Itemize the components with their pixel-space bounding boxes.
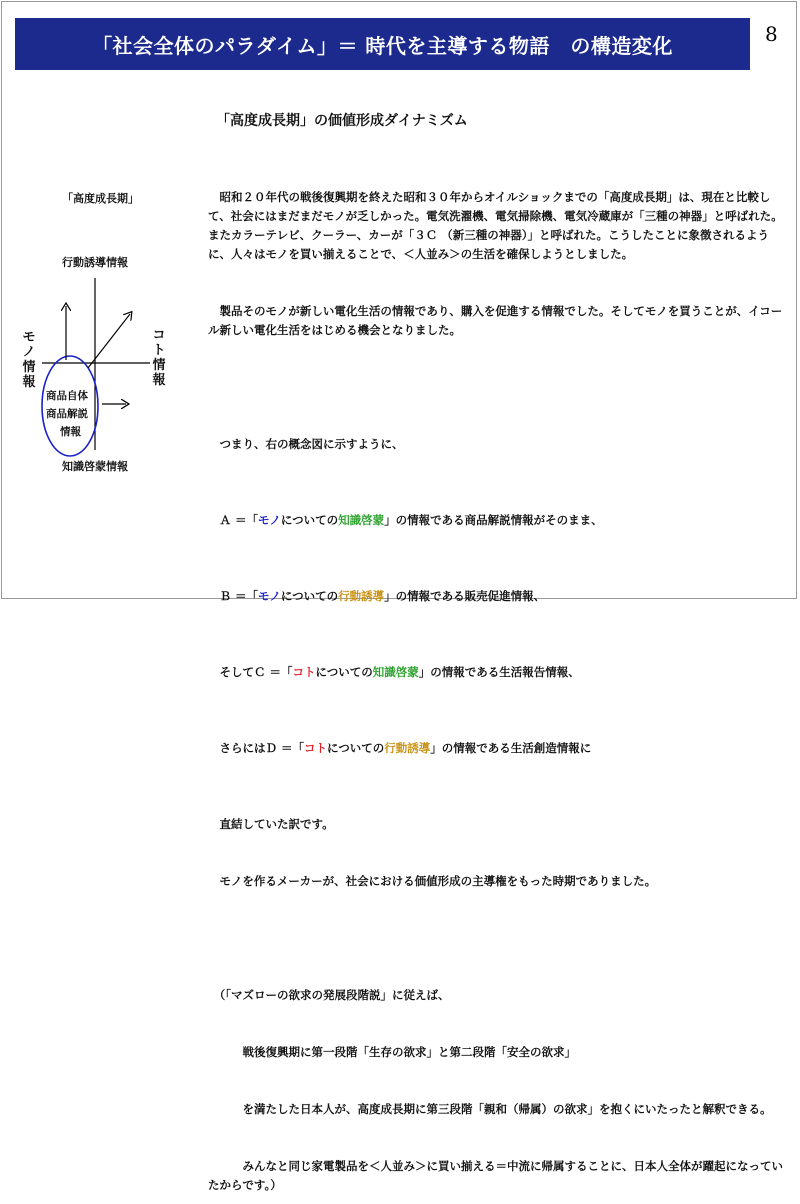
line-d-keyword-1: コト bbox=[304, 741, 328, 755]
line-b-keyword-1: モノ bbox=[258, 589, 281, 603]
line-a-pre: Ａ ＝「 bbox=[208, 513, 259, 527]
ellipse-line-3: 情報 bbox=[60, 426, 81, 438]
concept-diagram bbox=[0, 0, 200, 602]
arrow-diagonal bbox=[88, 314, 130, 368]
line-f: モノを作るメーカーが、社会における価値形成の主導権をもった時期でありました。 bbox=[208, 874, 657, 888]
right-axis-label: コト情報 bbox=[152, 328, 166, 388]
line-b-mid: についての bbox=[280, 589, 339, 603]
line-a bbox=[208, 511, 783, 530]
line-b bbox=[208, 587, 783, 606]
section-title: 「高度成長期」の価値形成ダイナミズム bbox=[216, 113, 468, 129]
paragraph-4-line-1: （「マズローの欲求の発展段階説」に従えば、 bbox=[208, 988, 450, 1002]
line-b-post: 」の情報である販売促進情報、 bbox=[384, 589, 546, 603]
paragraph-1: 昭和２０年代の戦後復興期を終えた昭和３０年からオイルショックまでの「高度成長期」は、現在と比較して、社会にはまだまだモノが乏しかった。電気洗濯機、電気掃除機、電気冷蔵庫が「三種の神器」と呼ばれた。またカラーテレビ、クーラー、カーが「３Ｃ （新三種の神器）」と呼ばれた。こうしたことに象徴されるように、人々はモノを買い揃えることで、＜人並み＞の生活を確保しようとしました。 bbox=[208, 190, 783, 261]
line-c-pre: そしてＣ ＝「 bbox=[208, 665, 293, 679]
ellipse-line-2: 商品解説 bbox=[46, 408, 88, 420]
line-d-mid: についての bbox=[327, 741, 385, 755]
era-label: 「高度成長期」 bbox=[62, 192, 139, 205]
line-d bbox=[208, 739, 783, 758]
top-axis-label: 行動誘導情報 bbox=[62, 256, 128, 269]
line-a-keyword-2: 知識啓蒙 bbox=[338, 513, 385, 527]
line-a-mid: についての bbox=[280, 513, 339, 527]
bottom-axis-label: 知識啓蒙情報 bbox=[62, 460, 128, 473]
paragraph-4-line-2: 戦後復興期に第一段階「生存の欲求」と第二段階「安全の欲求」 bbox=[208, 1045, 576, 1059]
line-c-keyword-1: コト bbox=[292, 665, 316, 679]
line-e: 直結していた訳です。 bbox=[208, 817, 334, 831]
line-a-post: 」の情報である商品解説情報がそのまま、 bbox=[384, 513, 603, 527]
ellipse-line-1: 商品自体 bbox=[46, 390, 88, 402]
line-c-post: 」の情報である生活報告情報、 bbox=[418, 665, 580, 679]
line-c-keyword-2: 知識啓蒙 bbox=[372, 665, 419, 679]
line-c-mid: についての bbox=[315, 665, 373, 679]
left-axis-label: モノ情報 bbox=[22, 330, 36, 390]
paragraph-4-line-4: みんなと同じ家電製品を＜人並み＞に買い揃える＝中流に帰属することに、日本人全体が躍起になっていたからです。） bbox=[208, 1159, 783, 1192]
line-b-keyword-2: 行動誘導 bbox=[338, 589, 385, 603]
slide-title: 「社会全体のパラダイム」＝ 時代を主導する物語 の構造変化 bbox=[15, 18, 750, 70]
paragraph-2: 製品そのモノが新しい電化生活の情報であり、購入を促進する情報でした。そしてモノを買うことが、イコール新しい電化生活をはじめる機会となりました。 bbox=[208, 304, 783, 337]
page-number: 8 bbox=[765, 22, 778, 46]
line-d-post: 」の情報である生活創造情報に bbox=[430, 741, 592, 755]
line-a-keyword-1: モノ bbox=[258, 513, 281, 527]
paragraph-4-line-3: を満たした日本人が、高度成長期に第三段階「親和（帰属）の欲求」を抱くにいたったと解釈できる。 bbox=[208, 1102, 772, 1116]
line-b-pre: Ｂ ＝「 bbox=[208, 589, 259, 603]
line-d-keyword-2: 行動誘導 bbox=[384, 741, 431, 755]
body-text bbox=[208, 150, 783, 1204]
line-c bbox=[208, 663, 783, 682]
line-d-pre: さらにはＤ ＝「 bbox=[208, 741, 305, 755]
diagram-graphics bbox=[0, 0, 200, 602]
paragraph-3-intro: つまり、右の概念図に示すように、 bbox=[208, 437, 404, 451]
